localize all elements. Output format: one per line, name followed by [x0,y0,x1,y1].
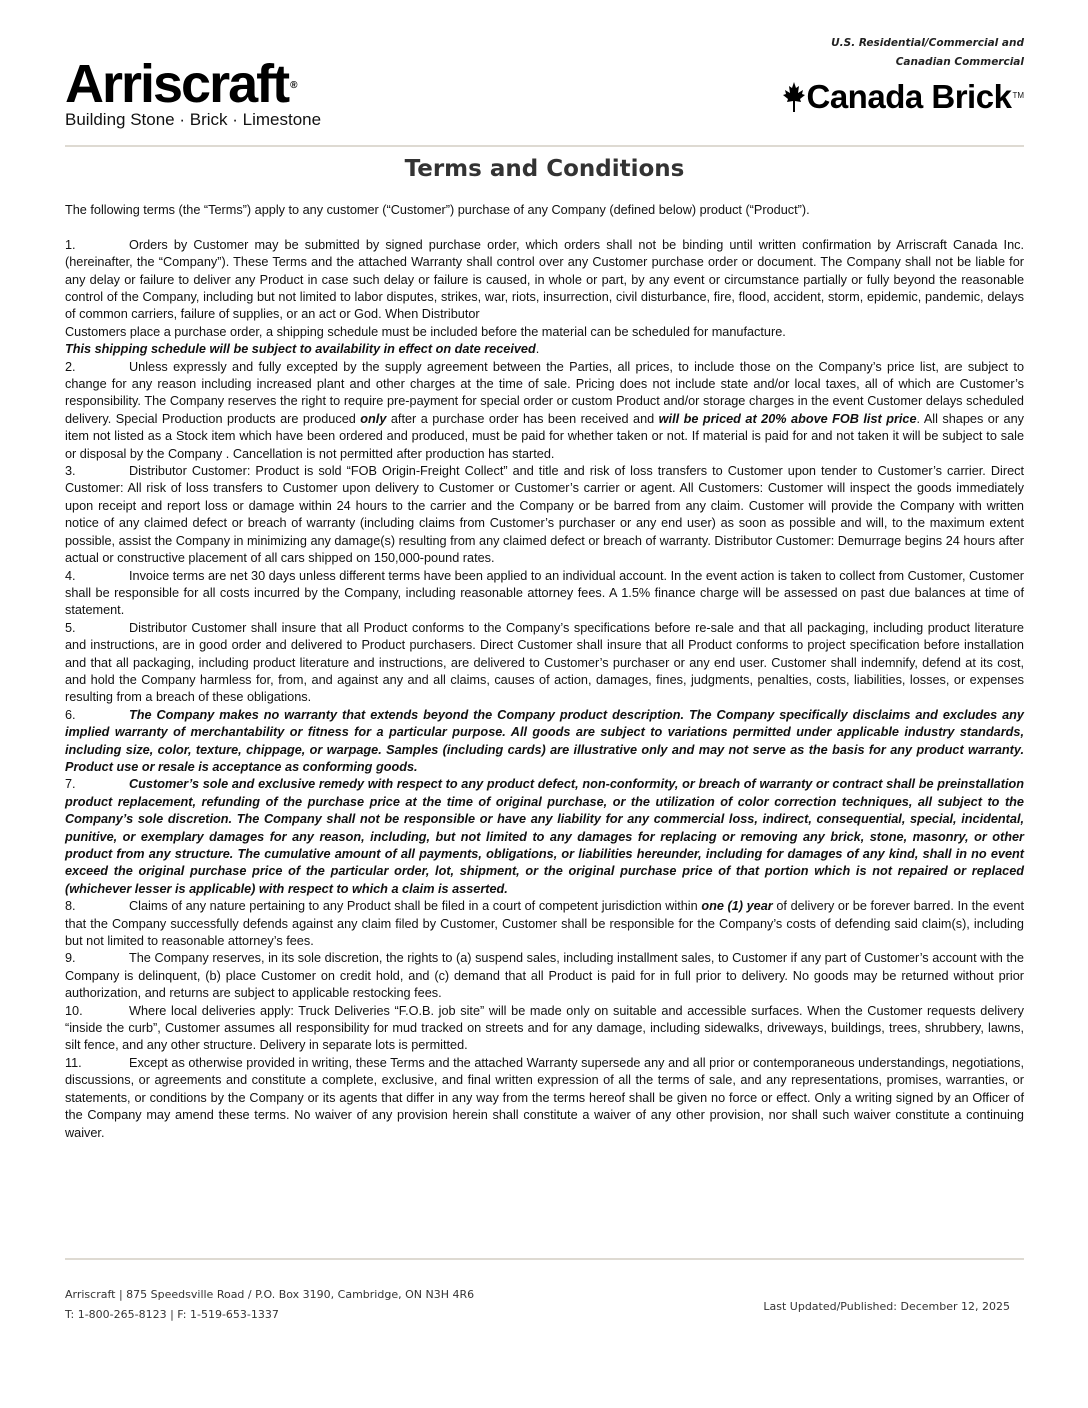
section-10 [65,1003,1024,1055]
canada-brick-logo [783,80,1025,114]
section-number: 7. [65,777,76,792]
section-9 [65,950,1024,1002]
section-number: 5. [65,620,76,635]
arriscraft-tagline: Building Stone · Brick · Limestone [65,110,322,129]
one-year-emphasis: one (1) year [701,899,773,914]
market-line-1: U.S. Residential/Commercial and [831,37,1024,49]
section-5 [65,620,1024,707]
section-number: 9. [65,951,76,966]
page-title: Terms and Conditions [404,156,685,182]
intro-paragraph: The following terms (the “Terms”) apply to any customer (“Customer”) purchase of any Company (defined below) product (“Product”). [65,203,810,217]
section-number: 6. [65,707,76,722]
last-updated: Last Updated/Published: December 12, 2025 [763,1300,1010,1313]
section-text: The Company makes no warranty that extends beyond the Company product description. The Company specifically disclaims and excludes any implied warranty of merchantability or fitness for a particular purpose. All goods are subject to variations permitted under applicable industry standards, including size, color, texture, chippage, or warpage. Samples (including cards) are illustrative only and may not serve as the basis for any product warranty. Product use or resale is acceptance as conforming goods. [65,707,1024,774]
section-number: 2. [65,359,76,374]
section-number: 11. [65,1055,82,1070]
section-11 [65,1055,1024,1142]
section-4 [65,568,1024,620]
section-3 [65,463,1024,567]
trademark-mark: TM [1012,90,1024,100]
arriscraft-wordmark: Arriscraft [65,54,289,114]
section-1 [65,237,1024,324]
canada-brick-wordmark: Canada Brick [806,78,1012,115]
fob-price-emphasis: will be priced at 20% above FOB list price [658,411,917,426]
section-2: 2. Unless expressly and fully excepted by the supply agreement between the Parties, all prices, to include those on the Company’s price list, are subject to change for any reason including increased plant and other charges at the time of sale. Pricing does not include state and/or local taxes, all of which are Customer’s responsibility. The Company reserves the right to require pre-payment for special order or custom Product and/or storage charges in the event Customer delays scheduled delivery. Special Production products are produced only after a purchase order has been received and will be priced at 20% above FOB list price. All shapes or any item not listed as a Stock item which have been ordered and produced, must be paid for whether taken or not. If material is paid for and not taken it will be subject to sale or disposal by the Company . Cancellation is not permitted after production has started. [65,359,1024,461]
maple-leaf-icon [783,81,805,113]
section-text: Where local deliveries apply: Truck Deliveries “F.O.B. job site” will be made only on suitable and accessible surfaces. When the Customer requests delivery “inside the curb”, Customer assumes all responsibility for mud tracked on streets and for any damage, including sidewalks, driveways, buildings, trees, shrubbery, lawns, silt fence, and any other structure. Delivery in separate lots is permitted. [65,1003,1024,1053]
section-number: 10. [65,1003,83,1018]
section-number: 1. [65,237,76,252]
section-number: 3. [65,464,76,479]
canada-brick-block [783,34,1025,114]
footer-address: Arriscraft | 875 Speedsville Road / P.O. Box 3190, Cambridge, ON N3H 4R6 [65,1288,475,1301]
section-number: 4. [65,568,76,583]
terms-body [65,202,1024,1142]
section-text: Except as otherwise provided in writing, these Terms and the attached Warranty supersede any and all prior or contemporaneous understandings, negotiations, discussions, or agreements and constitute a complete, exclusive, and final written expression of all the terms of sale, and any representations, promises, warranties, or statements, or conditions by the Company or its agents that differ in any way from the terms hereof shall be given no force or effect. Only a writing signed by an Officer of the Company may amend these terms. No waiver of any provision herein shall constitute a waiver of any other provision, nor shall such waiver constitute a continuing waiver. [65,1055,1024,1140]
document-page [65,0,1024,1408]
only-emphasis: only [360,411,387,426]
section-text: The Company reserves, in its sole discretion, the rights to (a) suspend sales, including installment sales, to Customer if any part of Customer’s account with the Company is delinquent, (b) place Customer on credit hold, and (c) demand that all Product is paid for in full prior to delivery. No goods may be returned without prior authorization, and returns are subject to applicable restocking fees. [65,951,1024,1001]
section-text: Customer’s sole and exclusive remedy with respect to any product defect, non-conformity, or breach of warranty or contract shall be preinstallation product replacement, refunding of the purchase price at the time of original purchase, or the utilization of color correction techniques, all subject to the Company’s sole discretion. The Company shall not be responsible or have any liability for any commercial loss, indirect, consequential, special, incidental, punitive, or exemplary damages for any reason, including, but not limited to any damages for replacing or removing any brick, stone, masonry, or other product from any structure. The cumulative amount of all payments, obligations, or liabilities hereunder, including for damages of any kind, shall in no event exceed the original purchase price of the particular order, lot, shipment, or the original purchase price of that portion which is not repaired or replaced (whichever lesser is applicable) with respect to which a claim is asserted. [65,777,1024,896]
section-6 [65,707,1024,777]
section-1-availability-line: This shipping schedule will be subject to availability in effect on date received. [65,342,540,357]
section-text: Invoice terms are net 30 days unless different terms have been applied to an individual account. In the event action is taken to collect from Customer, Customer shall be responsible for all costs incurred by the Company, including reasonable attorney fees. A 1.5% finance charge will be assessed on past due balances at time of statement. [65,568,1024,618]
footer-phone: T: 1-800-265-8123 | F: 1-519-653-1337 [65,1308,279,1321]
section-8: 8. Claims of any nature pertaining to any Product shall be filed in a court of competent jurisdiction within one (1) year of delivery or be forever barred. In the event that the Company successfully defends against any claim filed by Customer, Customer shall be responsible for the Company’s costs of defending said claim(s), including but not limited to reasonable attorney’s fees. [65,899,1024,949]
footer-contact [65,1285,474,1325]
section-text: Distributor Customer: Product is sold “FOB Origin-Freight Collect” and title and risk of loss transfers to Customer upon tender to Customer’s carrier. Direct Customer: All risk of loss transfers to Customer upon delivery to Customer or Customer’s carrier or agent. All Customers: Customer will inspect the goods immediately upon receipt and report loss or damage within 24 hours to the carrier and the Company or be barred from any claim. Customer will provide the Company with written notice of any claimed defect or breach of warranty (including claims from Customer’s purchaser or any end user) as soon as possible and will, to the maximum extent possible, assist the Company in minimizing any damage(s) resulting from any claimed defect or breach of warranty. Distributor Customer: Demurrage begins 24 hours after actual or constructive placement of all cars shipped on 150,000-pound rates. [65,464,1024,566]
shipping-schedule-notice: This shipping schedule will be subject to availability in effect on date received [65,342,536,357]
section-text: Distributor Customer shall insure that all Product conforms to the Company’s specifications before re-sale and that all packaging, including product literature and instructions, are in good order and delivered to Product purchasers. Direct Customer shall insure that all Product conforms to project specification before installation and that all packaging, including product literature and instructions, are delivered to Customer’s purchaser or any end user. Customer shall indemnify, defend at its cost, and hold the Company harmless for, from, and against any and all claims, causes of action, damages, fines, judgments, penalties, costs, liabilities, losses, or expenses resulting from a breach of these obligations. [65,620,1024,705]
registered-mark: ® [290,80,296,91]
section-7 [65,776,1024,898]
section-text: Orders by Customer may be submitted by signed purchase order, which orders shall not be binding until written confirmation by Arriscraft Canada Inc. (hereinafter, the “Company”). These Terms and the attached Warranty shall control over any Customer purchase order or document. The Company shall not be liable for any delay or failure to deliver any Product in case such delay or failure is caused, in whole or part, by any event or circumstance partially or fully beyond the reasonable control of the Company, including but not limited to labor disputes, strikes, war, riots, insurrection, civil disturbance, fire, flood, accident, storm, epidemic, pandemic, delays of common carriers, failure of supplies, or an act or God. When Distributor [65,237,1024,322]
footer-divider [65,1258,1024,1260]
market-line-2: Canadian Commercial [895,56,1024,68]
arriscraft-logo [65,54,322,130]
header-divider [65,145,1024,147]
section-number: 8. [65,899,76,914]
section-1-shipping-line: Customers place a purchase order, a shipping schedule must be included before the material can be scheduled for manufacture. [65,324,786,339]
